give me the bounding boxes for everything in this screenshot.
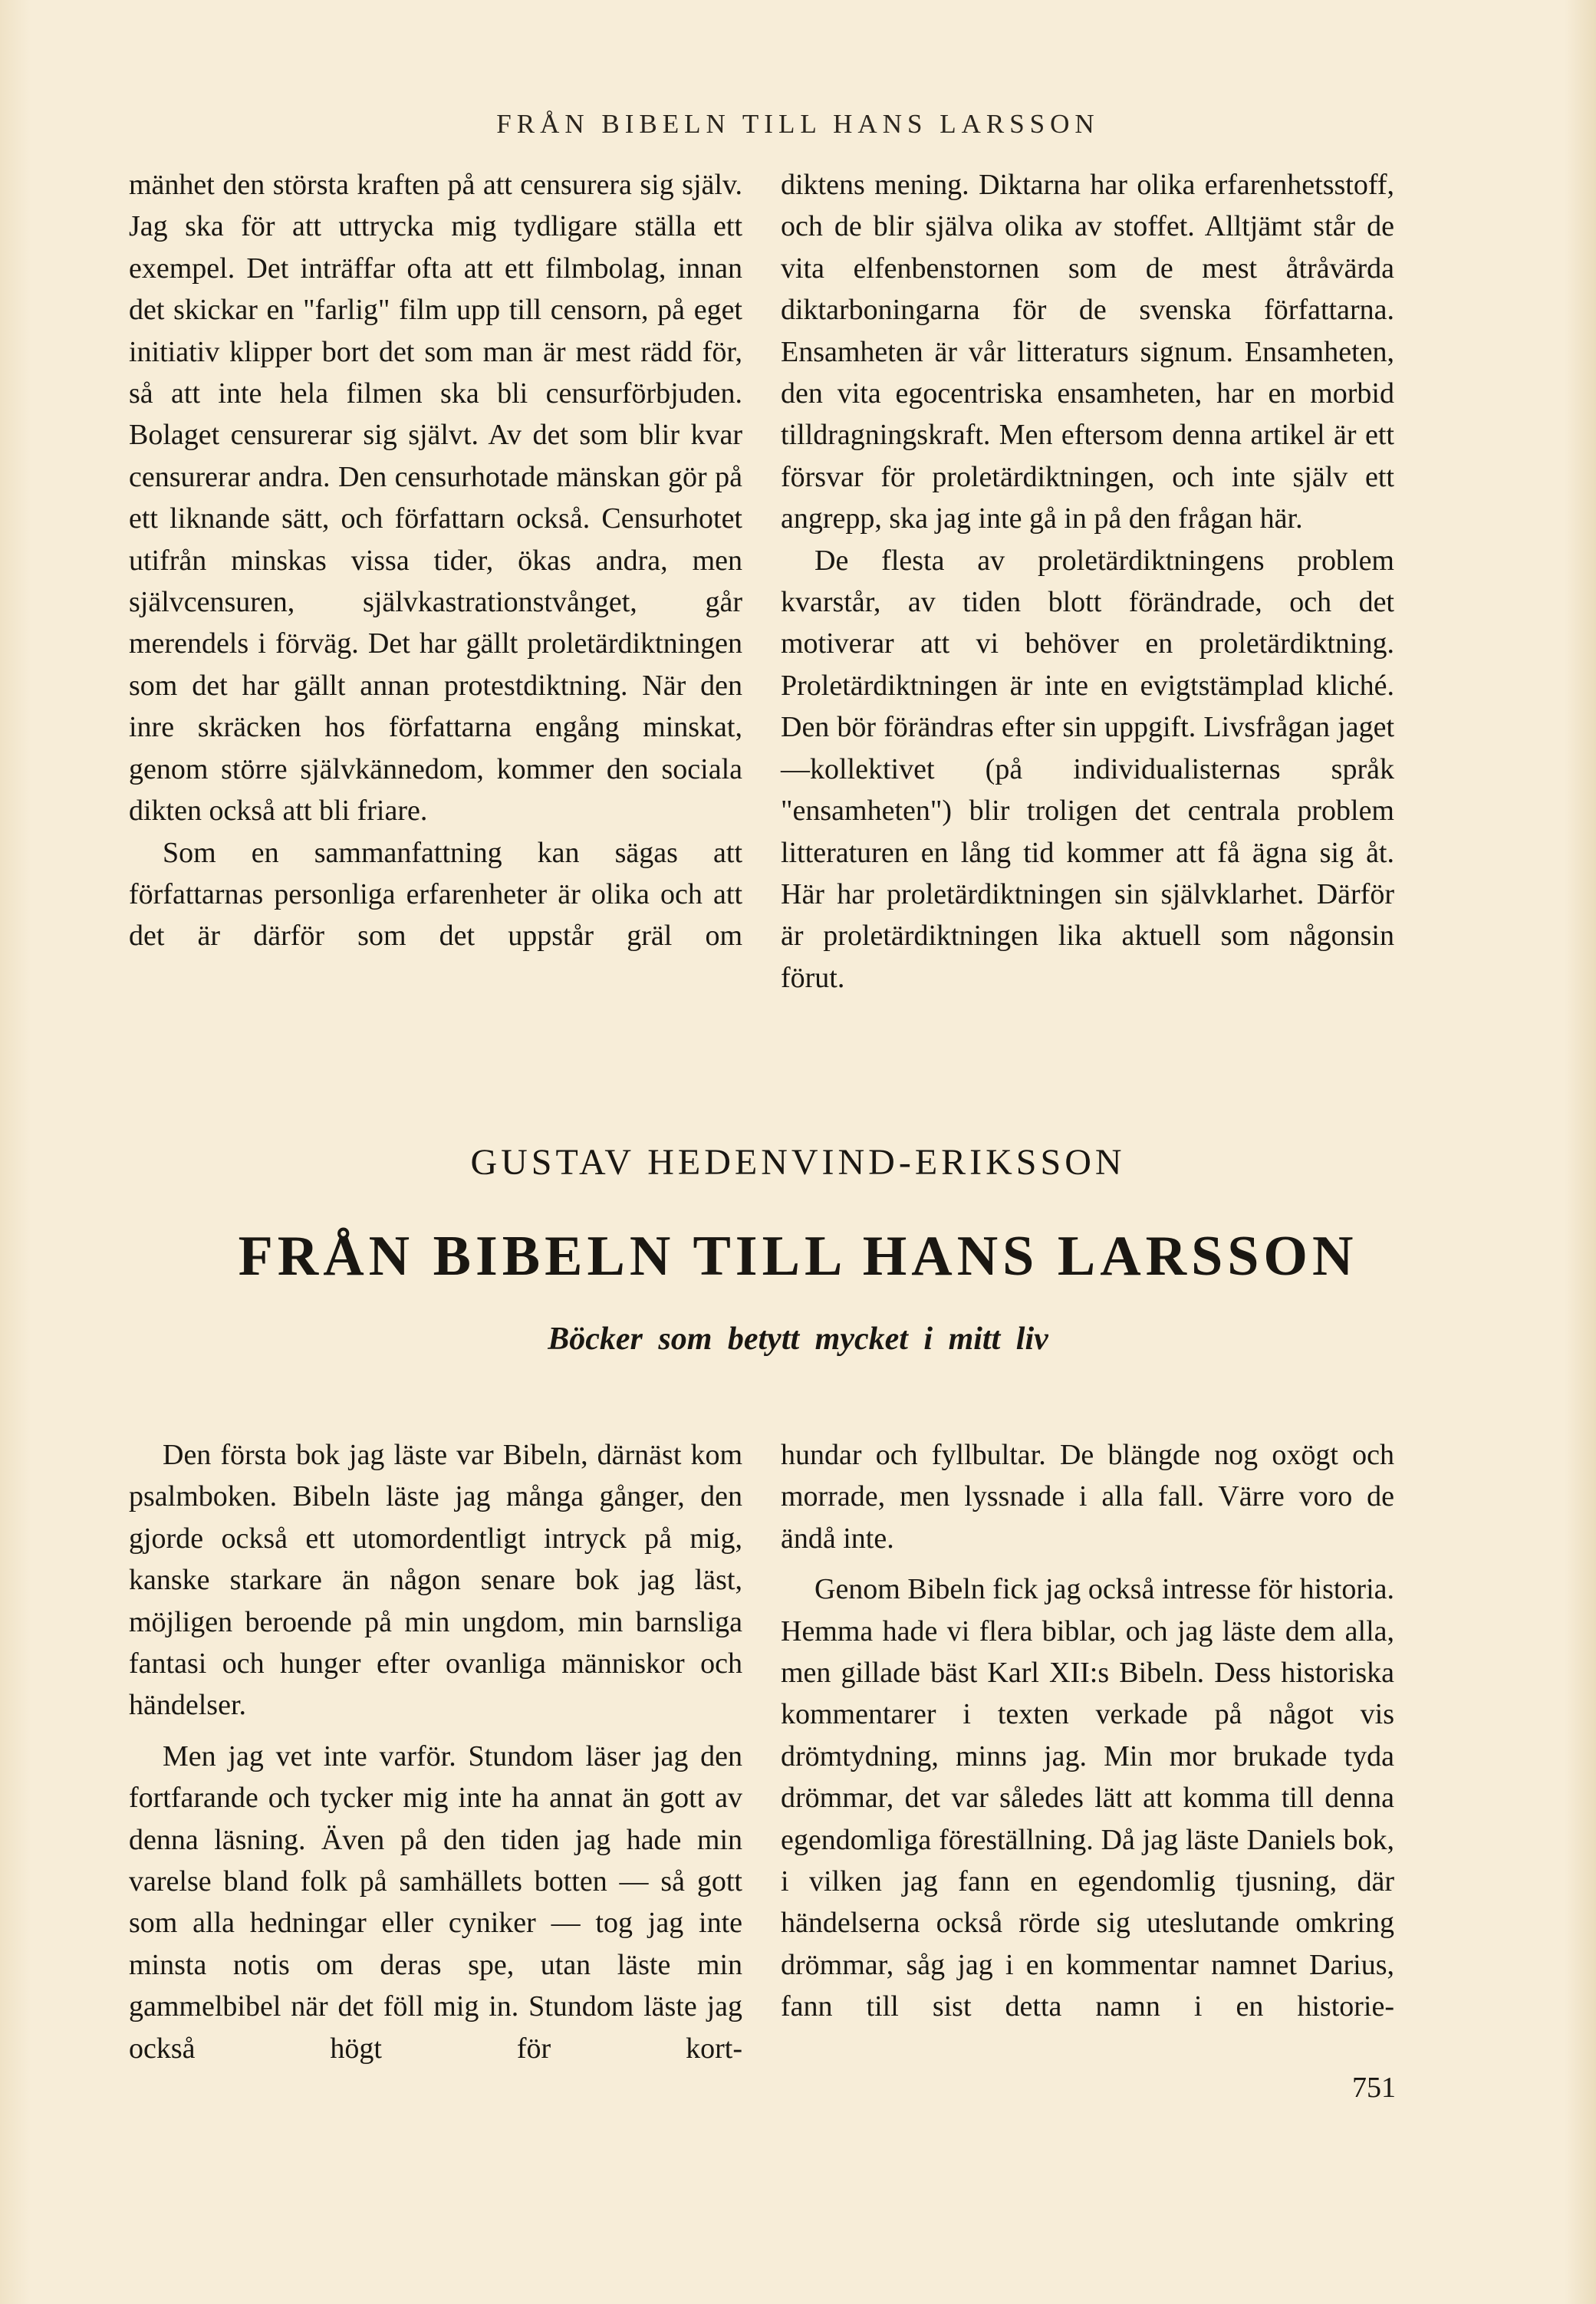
article-column-right bbox=[781, 1434, 1394, 2028]
running-head: FRÅN BIBELN TILL HANS LARSSON bbox=[496, 109, 1100, 139]
paragraph: Den första bok jag läste var Bibeln, därnäst kom psalmboken. Bibeln läste jag många gånger, den gjorde också ett utomordentligt intryck på mig, kanske starkare än någon senare bok jag läst, möjligen beroende på min ungdom, min barnsliga fantasi och hunger efter ovanliga människor och händelser. bbox=[129, 1439, 742, 1722]
top-column-left bbox=[129, 164, 742, 957]
article-column-left bbox=[129, 1434, 742, 2069]
paragraph: De flesta av proletärdiktningens problem kvarstår, av tiden blott förändrade, och det motiverar att vi behöver en proletärdiktning. Proletärdiktningen är inte en evigtstämplad kliché. Den bör förändras efter sin uppgift. Livsfrågan jaget—kollektivet (på individualisternas språk "ensamheten") blir troligen det centrala problem litteraturen en lång tid kommer att få ägna sig åt. Här har proletärdiktningen sin självklarhet. Därför är proletärdiktningen lika aktuell som någonsin förut. bbox=[781, 544, 1394, 994]
paragraph: Men jag vet inte varför. Stundom läser jag den fortfarande och tycker mig inte ha annat än gott av denna läsning. Även på den tiden jag hade min varelse bland folk på samhällets botten — så gott som alla hedningar eller cyniker — tog jag inte minsta notis om deras spe, utan läste min gammelbibel när det föll mig in. Stundom läste jag också högt för kort- bbox=[129, 1740, 742, 2065]
paragraph: hundar och fyllbultar. De blängde nog oxögt och morrade, men lyssnade i alla fall. Värre voro de ändå inte. bbox=[781, 1439, 1394, 1555]
top-column-right bbox=[781, 164, 1394, 999]
paragraph: Som en sammanfattning kan sägas att författarnas personliga erfarenheter är olika och att det är därför som det uppstår gräl om bbox=[129, 836, 742, 953]
article-subtitle: Böcker som betytt mycket i mitt liv bbox=[548, 1322, 1048, 1357]
paragraph: Genom Bibeln fick jag också intresse för historia. Hemma hade vi flera biblar, och jag läste dem alla, men gillade bäst Karl XII:s Bibeln. Dess historiska kommentarer i texten verkade på något vis drömtydning, minns jag. Min mor brukade tyda drömmar, det var således lätt att komma till denna egendomliga föreställning. Då jag läste Daniels bok, i vilken jag fann en egendomlig tjusning, där händelserna också rörde sig uteslutande omkring drömmar, såg jag i en kommentar namnet Darius, fann till sist detta namn i en historie- bbox=[781, 1573, 1394, 2023]
article-title: FRÅN BIBELN TILL HANS LARSSON bbox=[238, 1225, 1358, 1288]
page-number: 751 bbox=[1352, 2072, 1396, 2104]
article-author: GUSTAV HEDENVIND-ERIKSSON bbox=[470, 1142, 1126, 1183]
paragraph: mänhet den största kraften på att censurera sig själv. Jag ska för att uttrycka mig tydligare ställa ett exempel. Det inträffar ofta att ett filmbolag, innan det skickar en "farlig" film upp till censorn, på eget initiativ klipper bort det som man är mest rädd för, så att inte hela filmen ska bli censurförbjuden. Bolaget censurerar sig självt. Av det som blir kvar censurerar andra. Den censurhotade mänskan gör på ett liknande sätt, och författarn också. Censurhotet utifrån minskas vissa tider, ökas andra, men självcensuren, självkastrationstvånget, går merendels i förväg. Det har gällt proletärdiktningen som det har gällt annan protestdiktning. När den inre skräcken hos författarna engång minskat, genom större självkännedom, kommer den sociala dikten också att bli friare. bbox=[129, 169, 742, 828]
paragraph: diktens mening. Diktarna har olika erfarenhetsstoff, och de blir själva olika av stoffet. Alltjämt står de vita elfenbenstornen som de mest åtråvärda diktarboningarna för de svenska författarna. Ensamheten är vår litteraturs signum. Ensamheten, den vita egocentriska ensamheten, har en morbid tilldragningskraft. Men eftersom denna artikel är ett försvar för proletärdiktningen, och inte själv ett angrepp, ska jag inte gå in på den frågan här. bbox=[781, 169, 1394, 535]
